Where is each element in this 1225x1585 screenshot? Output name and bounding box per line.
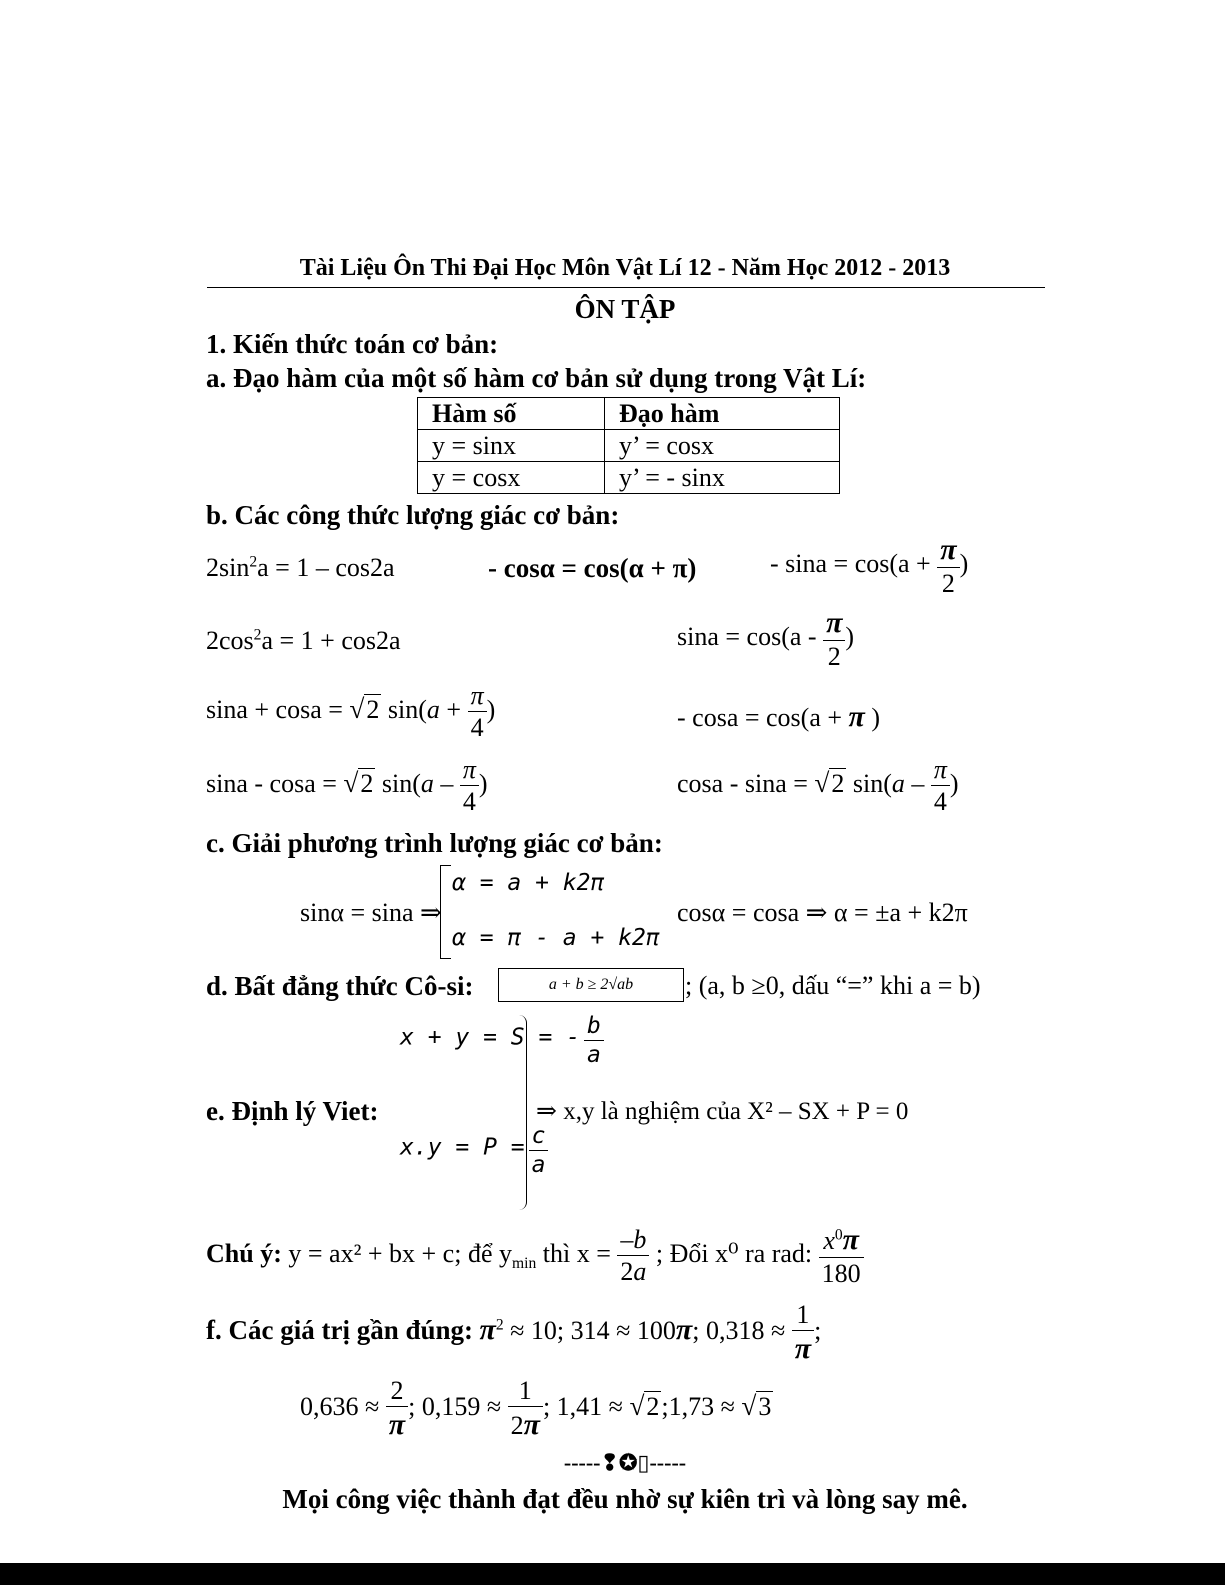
table-cell: y’ = cosx [605,430,840,462]
header-rule [207,287,1045,288]
trig-formula-4: $2\cos^2a = 1 + \cos 2a$ [206,626,401,655]
section-e-heading: e. Định lý Viet: [206,1096,379,1126]
table-row [418,462,840,494]
section-f-line-2: 0,636 ≈ $\frac{2}{\pi}$ ; 0,159 ≈ $\frac{1}{2\pi}$ ; 1,41 ≈ √2;1,73 ≈ √3 [300,1376,772,1441]
header-title: Tài Liệu Ôn Thi Đại Học Môn Vật Lí 12 - Năm Học 2012 - 2013 [299,255,951,281]
motto: Mọi công việc thành đạt đều nhờ sự kiên trì và lòng say mê. [282,1484,968,1514]
table-row [418,430,840,462]
trig-formula-2: - cosα = cos(α + π) [488,553,697,583]
cos-equation: cosα = cosa ⇒ α = ±a + k2π [677,898,968,927]
section-f-heading: f. Các giá trị gần đúng: [206,1314,474,1345]
sin-case-2: α = π - a + k2π [452,925,660,951]
section-c-heading: c. Giải phương trình lượng giác cơ bản: [206,828,663,858]
trig-formula-5: sina = cos(a - $\frac{\pi}{2}$ ) [677,606,855,671]
table-cell: y = cosx [418,462,605,494]
cauchy-inequality-box: a + b ≥ 2√ab [498,968,684,1002]
derivative-table [417,397,840,494]
table-header-cell: Đạo hàm [605,398,840,430]
table-header-row [418,398,840,430]
trig-formula-7: - cosa = cos(a + π ) [677,700,881,733]
case-bracket [440,865,451,959]
page-title: ÔN TẬP [574,294,676,324]
trig-formula-6: sina + cosa = √2 sin(a + $\frac{\pi}{4}$ ) [206,681,496,742]
section-d-heading: d. Bất đẳng thức Cô-si: [206,971,474,1001]
note-line: Chú ý: y = ax² + bx + c; để $y_{min}$ thì x = $\frac{-b}{2a}$ ; Đổi x⁰ ra rad: $\frac{x^0\pi}{180}$ [206,1225,864,1287]
trig-formula-3: - sina = cos(a + $\frac{\pi}{2}$ ) [770,533,969,598]
section-a-heading: a. Đạo hàm của một số hàm cơ bản sử dụng trong Vật Lí: [206,363,867,393]
trig-formula-1: $2\sin^2a = 1 - \cos 2a$ [206,553,395,582]
sin-equation-left: sinα = sina ⇒ [300,898,442,927]
sin-case-1: α = a + k2π [452,870,605,896]
viet-product: x.y = P = $\frac{c}{a}$ [400,1125,548,1177]
viet-sum: x + y = S = - $\frac{b}{a}$ [400,1015,604,1067]
viet-result: ⇒ x,y là nghiệm của X² – SX + P = 0 [536,1098,909,1125]
viet-brace [518,1015,527,1210]
table-cell: y = sinx [418,430,605,462]
separator: -----❢✪▯----- [563,1450,687,1475]
section-f-line-1: f. Các giá trị gần đúng: $\pi^2 \approx 10$; 314 ≈ 100π; 0,318 ≈ $\frac{1}{\pi}$ ; [206,1300,822,1365]
section-b-heading: b. Các công thức lượng giác cơ bản: [206,500,620,530]
page-bottom-bar [0,1563,1225,1585]
table-header-cell: Hàm số [418,398,605,430]
trig-formula-9: cosa - sina = √2 sin(a – $\frac{\pi}{4}$ ) [677,755,959,816]
cauchy-condition: ; (a, b ≥0, dấu “=” khi a = b) [685,971,981,1000]
section-1-heading: 1. Kiến thức toán cơ bản: [206,329,499,359]
table-cell: y’ = - sinx [605,462,840,494]
trig-formula-8: sina - cosa = √2 sin(a – $\frac{\pi}{4}$ ) [206,755,488,816]
